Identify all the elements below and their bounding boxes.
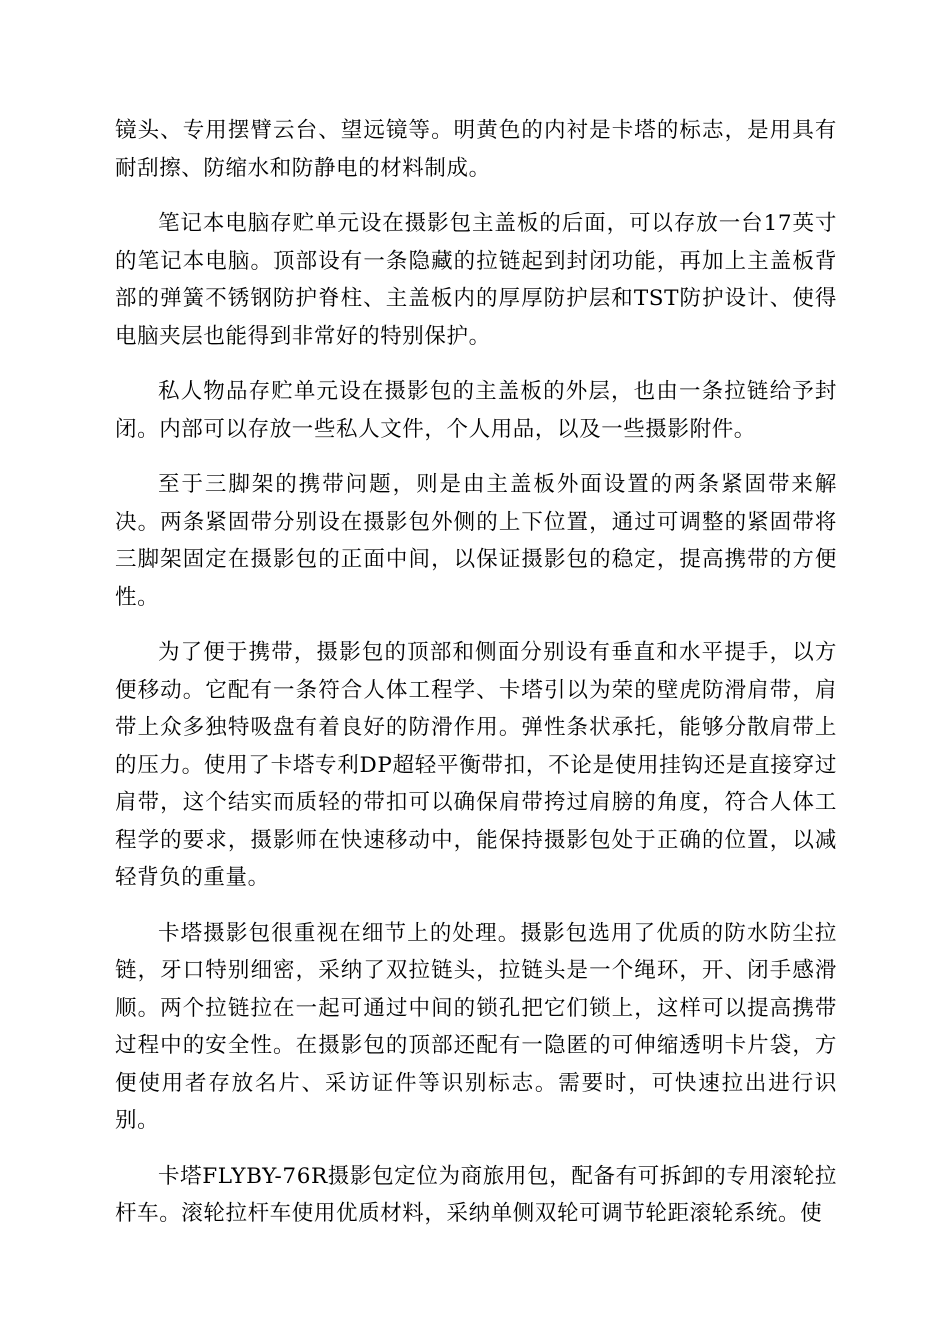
paragraph-3: 私人物品存贮单元设在摄影包的主盖板的外层，也由一条拉链给予封闭。内部可以存放一些私人文件，个人用品，以及一些摄影附件。 [115,379,837,442]
paragraph-4: 至于三脚架的携带问题，则是由主盖板外面设置的两条紧固带来解决。两条紧固带分别设在摄影包外侧的上下位置，通过可调整的紧固带将三脚架固定在摄影包的正面中间，以保证摄影包的稳定，提高携带的方便性。 [115,472,837,610]
paragraph-1: 镜头、专用摆臂云台、望远镜等。明黄色的内衬是卡塔的标志，是用具有耐刮擦、防缩水和防静电的材料制成。 [115,118,837,181]
document-body [115,112,837,1251]
paragraph-7: 卡塔FLYBY-76R摄影包定位为商旅用包，配备有可拆卸的专用滚轮拉杆车。滚轮拉杆车使用优质材料，采纳单侧双轮可调节轮距滚轮系统。使 [115,1163,837,1226]
paragraph-5: 为了便于携带，摄影包的顶部和侧面分别设有垂直和水平提手，以方便移动。它配有一条符合人体工程学、卡塔引以为荣的壁虎防滑肩带，肩带上众多独特吸盘有着良好的防滑作用。弹性条状承托，能够分散肩带上的压力。使用了卡塔专利DP超轻平衡带扣，不论是使用挂钩还是直接穿过肩带，这个结实而质轻的带扣可以确保肩带挎过肩膀的角度，符合人体工程学的要求，摄影师在快速移动中，能保持摄影包处于正确的位置，以减轻背负的重量。 [115,640,837,890]
paragraph-2: 笔记本电脑存贮单元设在摄影包主盖板的后面，可以存放一台17英寸的笔记本电脑。顶部设有一条隐藏的拉链起到封闭功能，再加上主盖板背部的弹簧不锈钢防护脊柱、主盖板内的厚厚防护层和TST防护设计、使得电脑夹层也能得到非常好的特别保护。 [115,211,837,349]
paragraph-6: 卡塔摄影包很重视在细节上的处理。摄影包选用了优质的防水防尘拉链，牙口特别细密，采纳了双拉链头，拉链头是一个绳环，开、闭手感滑顺。两个拉链拉在一起可通过中间的锁孔把它们锁上，这样可以提高携带过程中的安全性。在摄影包的顶部还配有一隐匿的可伸缩透明卡片袋，方便使用者存放名片、采访证件等识别标志。需要时，可快速拉出进行识别。 [115,920,837,1133]
